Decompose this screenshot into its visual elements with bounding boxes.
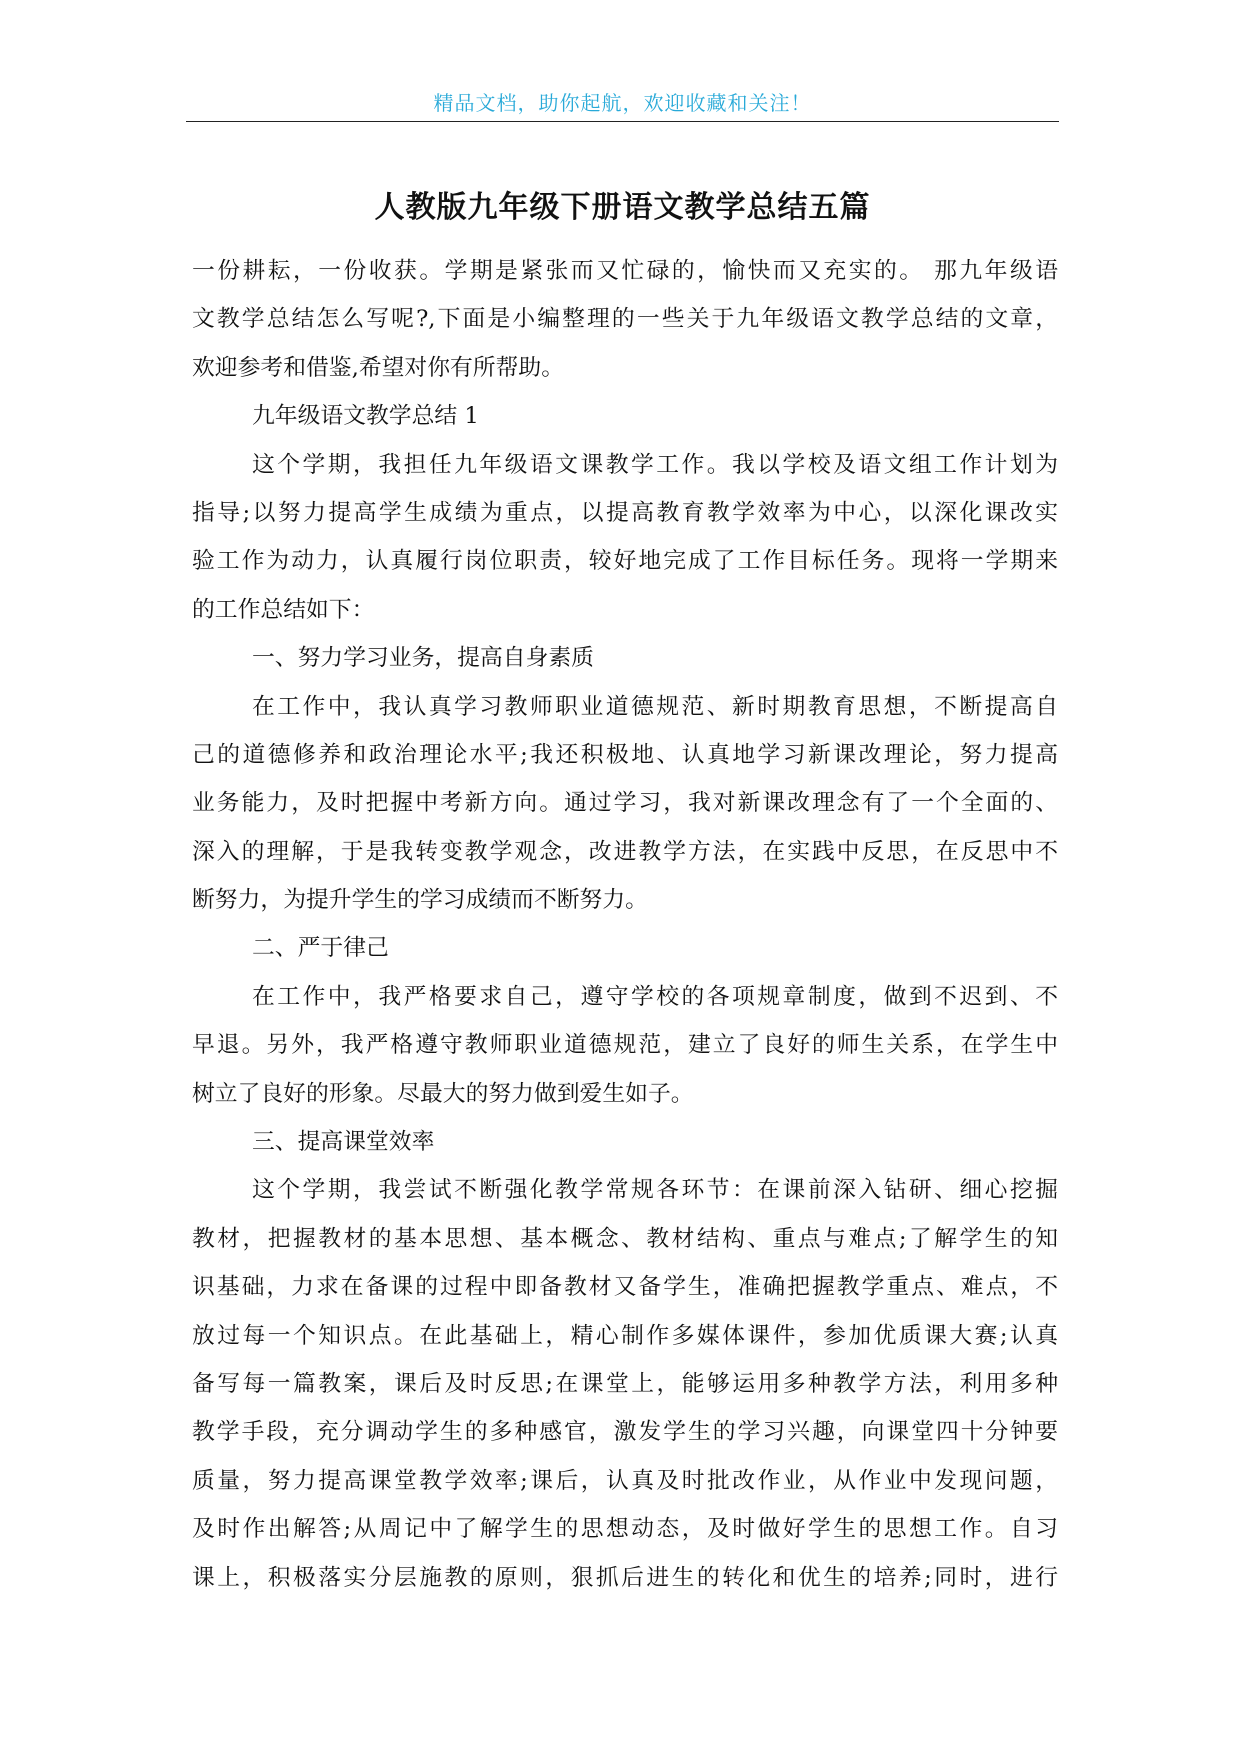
body-text-line: 一份耕耘，一份收获。学期是紧张而又忙碌的，愉快而又充实的。 那九年级语 <box>192 258 1058 284</box>
body-text-line: 三、提高课堂效率 <box>252 1129 435 1156</box>
body-text-line: 的工作总结如下： <box>192 596 375 623</box>
body-text-line: 己的道德修养和政治理论水平;我还积极地、认真地学习新课改理论，努力提高 <box>192 741 1058 768</box>
body-text-line: 业务能力，及时把握中考新方向。通过学习，我对新课改理念有了一个全面的、 <box>192 790 1058 817</box>
body-text-line: 树立了良好的形象。尽最大的努力做到爱生如子。 <box>192 1080 694 1107</box>
body-text-line: 这个学期，我担任九年级语文课教学工作。我以学校及语文组工作计划为 <box>252 451 1058 478</box>
body-text-line: 在工作中，我严格要求自己，遵守学校的各项规章制度，做到不迟到、不 <box>252 983 1058 1010</box>
body-text-line: 文教学总结怎么写呢?,下面是小编整理的一些关于九年级语文教学总结的文章， <box>192 306 1058 333</box>
body-text-line: 识基础，力求在备课的过程中即备教材又备学生，准确把握教学重点、难点，不 <box>192 1274 1058 1301</box>
body-text-line: 九年级语文教学总结 1 <box>252 403 479 430</box>
body-text-line: 课上，积极落实分层施教的原则，狠抓后进生的转化和优生的培养;同时，进行 <box>192 1564 1058 1591</box>
body-text-line: 验工作为动力，认真履行岗位职责，较好地完成了工作目标任务。现将一学期来 <box>192 548 1058 575</box>
body-text-line: 及时作出解答;从周记中了解学生的思想动态，及时做好学生的思想工作。自习 <box>192 1516 1058 1543</box>
body-text-line: 一、努力学习业务，提高自身素质 <box>252 645 594 672</box>
body-text-line: 教学手段，充分调动学生的多种感官，激发学生的学习兴趣，向课堂四十分钟要 <box>192 1419 1058 1446</box>
body-text-line: 质量，努力提高课堂教学效率;课后，认真及时批改作业，从作业中发现问题， <box>192 1467 1058 1494</box>
page-header-slogan: 精品文档，助你起航，欢迎收藏和关注！ <box>433 91 812 115</box>
body-text-line: 教材，把握教材的基本思想、基本概念、教材结构、重点与难点;了解学生的知 <box>192 1225 1058 1252</box>
header-divider <box>186 121 1059 122</box>
body-text-line: 二、严于律己 <box>252 935 389 962</box>
document-body <box>192 247 1058 1602</box>
body-text-line: 备写每一篇教案，课后及时反思;在课堂上，能够运用多种教学方法，利用多种 <box>192 1370 1058 1397</box>
body-text-line: 指导;以努力提高学生成绩为重点，以提高教育教学效率为中心，以深化课改实 <box>192 499 1058 526</box>
body-text-line: 欢迎参考和借鉴,希望对你有所帮助。 <box>192 354 564 381</box>
body-text-line: 深入的理解，于是我转变教学观念，改进教学方法，在实践中反思，在反思中不 <box>192 838 1058 865</box>
body-text-line: 断努力，为提升学生的学习成绩而不断努力。 <box>192 887 648 914</box>
document-title: 人教版九年级下册语文教学总结五篇 <box>374 190 871 225</box>
body-text-line: 早退。另外，我严格遵守教师职业道德规范，建立了良好的师生关系，在学生中 <box>192 1032 1058 1059</box>
body-text-line: 在工作中，我认真学习教师职业道德规范、新时期教育思想，不断提高自 <box>252 693 1058 720</box>
body-text-line: 这个学期，我尝试不断强化教学常规各环节：在课前深入钻研、细心挖掘 <box>252 1177 1058 1204</box>
body-text-line: 放过每一个知识点。在此基础上，精心制作多媒体课件，参加优质课大赛;认真 <box>192 1322 1058 1349</box>
